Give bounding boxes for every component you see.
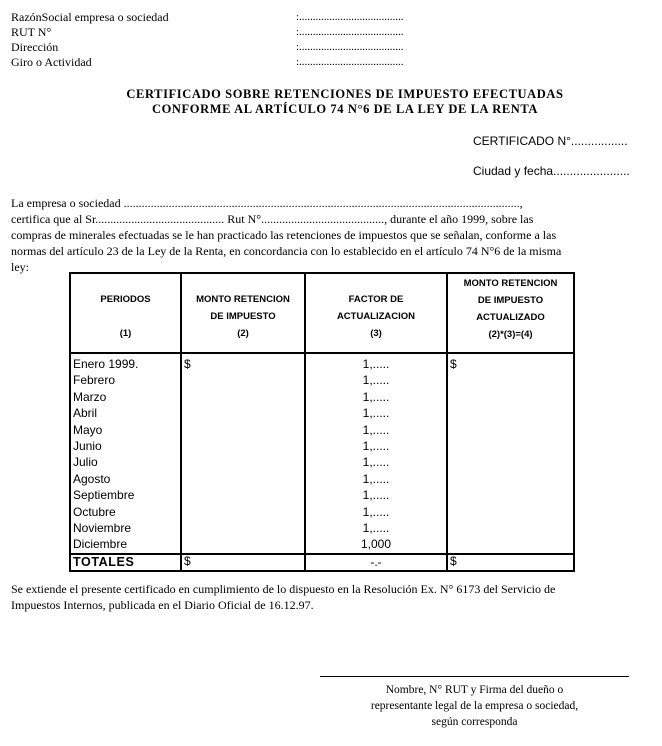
months-list xyxy=(71,354,180,553)
month-label: Noviembre xyxy=(73,521,132,536)
intro-line: ley: xyxy=(11,260,29,274)
footer-line: Impuestos Internos, publicada en el Diario Oficial de 16.12.97. xyxy=(11,598,314,612)
field-label-rut: RUT N° xyxy=(11,25,52,39)
header-text: MONTO RETENCION xyxy=(196,294,290,305)
month-label: Febrero xyxy=(73,373,116,388)
footer-paragraph xyxy=(11,581,651,613)
field-label-giro: Giro o Actividad xyxy=(11,55,92,69)
updated-amount-cell[interactable] xyxy=(447,353,574,554)
signature-caption-line: representante legal de la empresa o sociedad, xyxy=(370,700,579,712)
month-label: Mayo xyxy=(73,422,103,437)
intro-line: normas del artículo 23 de la Ley de la Renta, en concordancia con lo establecido en el artículo 74 N°6 de la misma xyxy=(11,244,562,258)
totals-updated-cell[interactable] xyxy=(447,554,574,571)
signature-caption-line: según corresponda xyxy=(431,716,518,728)
month-label: Junio xyxy=(73,439,102,454)
factor-value: 1,..... xyxy=(362,521,390,536)
factor-value: 1,..... xyxy=(362,504,390,519)
table-header-row xyxy=(70,273,574,353)
field-label-direccion: Dirección xyxy=(11,40,59,54)
currency-symbol: $ xyxy=(184,553,191,568)
factor-value: 1,..... xyxy=(362,357,390,371)
field-value-rut[interactable]: :...................................... xyxy=(296,26,404,38)
month-label: Enero 1999. xyxy=(73,357,139,371)
certificate-number[interactable]: CERTIFICADO N°................. xyxy=(473,134,628,148)
totals-label-cell xyxy=(70,554,181,571)
totals-factor-cell xyxy=(305,554,447,571)
header-text: ACTUALIZADO xyxy=(476,312,545,323)
factor-value: 1,..... xyxy=(362,373,390,388)
header-text: PERIODOS xyxy=(100,294,151,305)
intro-line: certifica que al Sr........................................... Rut N°........................................., durante el año 1999, sobre las xyxy=(11,212,534,226)
header-text: (1) xyxy=(119,328,132,339)
factor-value: 1,..... xyxy=(362,455,390,470)
currency-symbol: $ xyxy=(450,357,457,371)
header-factor-actualizacion xyxy=(305,273,447,353)
intro-line: compras de minerales efectuadas se le han practicado las retenciones de impuestos que se señalan, conforme a las xyxy=(11,228,557,242)
document-title-line-2: CONFORME AL ARTÍCULO 74 N°6 DE LA LEY DE LA RENTA xyxy=(151,102,539,116)
intro-line: La empresa o sociedad ...................................................................................................................................., xyxy=(11,196,523,210)
totals-label: TOTALES xyxy=(73,554,135,569)
field-value-direccion[interactable]: :...................................... xyxy=(296,41,404,53)
header-text: (2)*(3)=(4) xyxy=(488,329,533,340)
factors-list xyxy=(306,354,446,553)
period-column xyxy=(70,353,181,554)
table-body-row xyxy=(70,353,574,554)
totals-factor: -.- xyxy=(370,554,382,569)
header-monto-actualizado xyxy=(447,273,574,353)
field-value-razon-social[interactable]: :...................................... xyxy=(296,11,404,23)
month-label: Septiembre xyxy=(73,488,135,503)
month-label: Octubre xyxy=(73,504,116,519)
factor-value: 1,..... xyxy=(362,389,390,404)
currency-symbol: $ xyxy=(184,357,191,371)
factor-value: 1,..... xyxy=(362,488,390,503)
totals-row xyxy=(70,554,574,571)
factor-value: 1,..... xyxy=(362,439,390,454)
signature-caption-line: Nombre, N° RUT y Firma del dueño o xyxy=(385,684,564,696)
intro-paragraph xyxy=(11,195,601,275)
totals-retention-cell[interactable] xyxy=(181,554,305,571)
factor-value: 1,..... xyxy=(362,422,390,437)
signature-line[interactable] xyxy=(320,676,629,677)
header-text xyxy=(71,308,180,325)
retention-table xyxy=(69,272,575,572)
month-label: Marzo xyxy=(73,389,107,404)
retention-amount-cell[interactable] xyxy=(181,353,305,554)
header-text: MONTO RETENCION xyxy=(463,278,558,289)
field-label-razon-social: RazónSocial empresa o sociedad xyxy=(11,10,169,24)
month-label: Julio xyxy=(73,455,98,470)
factor-value: 1,..... xyxy=(362,406,390,421)
signature-caption xyxy=(320,682,629,730)
header-text: DE IMPUESTO xyxy=(210,311,276,322)
header-periodos xyxy=(70,273,181,353)
header-monto-retencion xyxy=(181,273,305,353)
factor-value: 1,000 xyxy=(360,537,392,552)
header-text: (2) xyxy=(237,328,249,339)
place-and-date[interactable]: Ciudad y fecha....................... xyxy=(473,164,630,178)
field-value-giro[interactable]: :...................................... xyxy=(296,56,404,68)
month-label: Diciembre xyxy=(73,537,128,552)
footer-line: Se extiende el presente certificado en cumplimiento de lo dispuesto en la Resolución Ex. N° 6173 del Servicio de xyxy=(11,582,556,596)
factor-column xyxy=(305,353,447,554)
document-title-line-1: CERTIFICADO SOBRE RETENCIONES DE IMPUESTO EFECTUADAS xyxy=(126,87,564,101)
factor-value: 1,..... xyxy=(362,471,390,486)
month-label: Abril xyxy=(73,406,98,421)
header-text: ACTUALIZACION xyxy=(336,311,416,322)
currency-symbol: $ xyxy=(450,553,457,568)
header-text: DE IMPUESTO xyxy=(477,295,544,306)
month-label: Agosto xyxy=(73,471,111,486)
header-text: (3) xyxy=(370,328,382,339)
header-text: FACTOR DE xyxy=(348,294,404,305)
